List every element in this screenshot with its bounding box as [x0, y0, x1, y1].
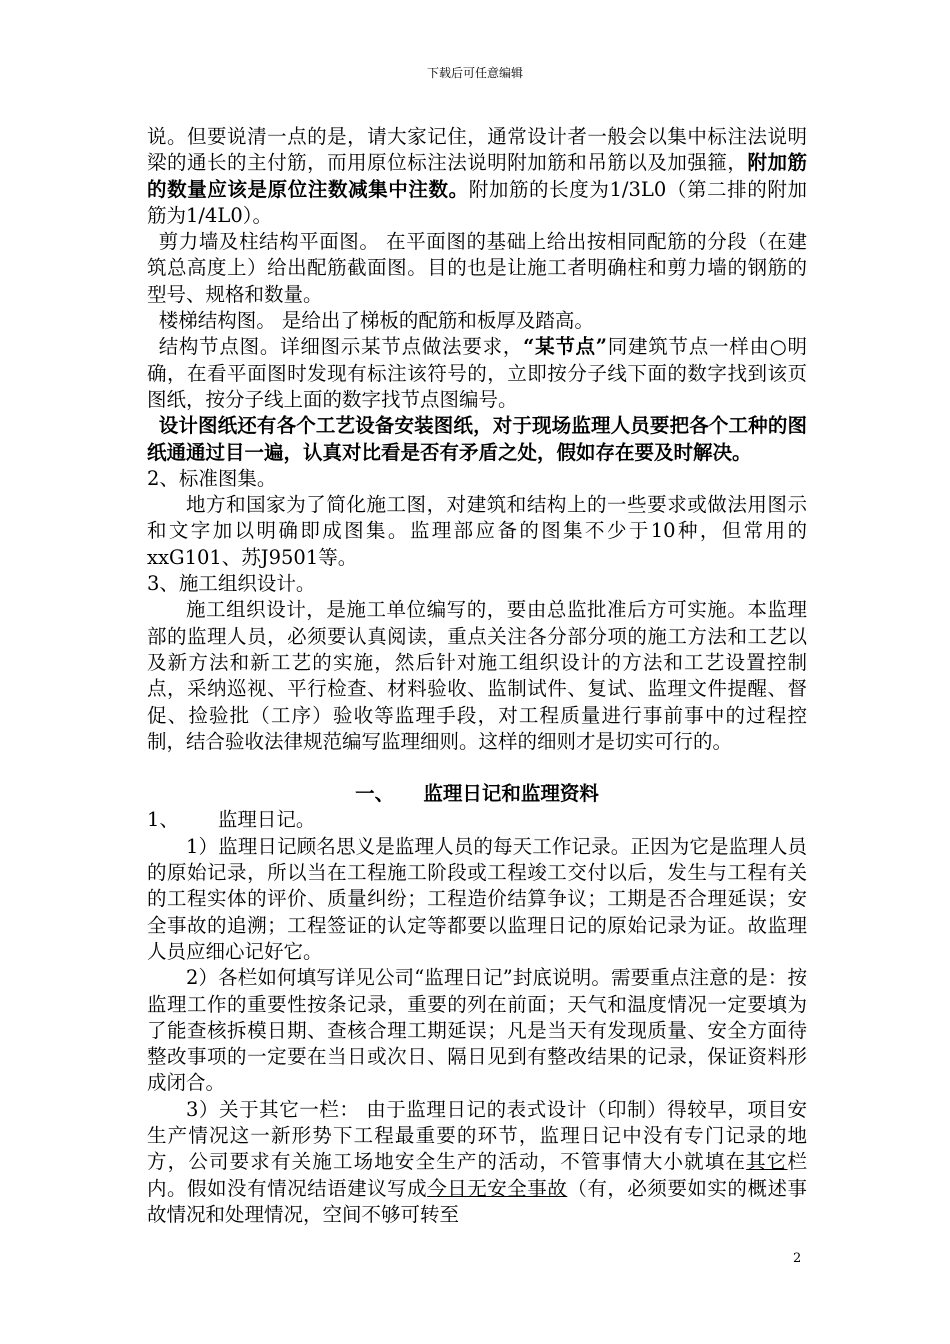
- bold-text: 附加筋的数量应该是原位注数减集中注数。: [147, 151, 807, 201]
- bold-paragraph: 设计图纸还有各个工艺设备安装图纸，对于现场监理人员要把各个工种的图纸通通过目一遍，认真对比看是否有矛盾之处，假如存在要及时解决。: [147, 414, 807, 464]
- section-heading: 一、 监理日记和监理资料: [355, 782, 599, 806]
- paragraph: 结构节点图。详细图示某节点做法要求，“某节点”同建筑节点一样由○明确，在看平面图时发现有标注该符号的，立即按分子线下面的数字找到该页图纸，按分子线上面的数字找节点图编号。: [147, 335, 807, 411]
- section-item: 1、 监理日记。: [147, 808, 316, 832]
- page-number: 2: [793, 1251, 802, 1266]
- paragraph: 施工组织设计，是施工单位编写的，要由总监批准后方可实施。本监理部的监理人员，必须要认真阅读，重点关注各分部分项的施工方法和工艺以及新方法和新工艺的实施，然后针对施工组织设计的方法和工艺设置控制点，采纳巡视、平行检查、材料验收、监制试件、复试、监理文件提醒、督促、捡验批（工序）验收等监理手段，对工程质量进行事前事中的过程控制，结合验收法律规范编写监理细则。这样的细则才是切实可行的。: [147, 598, 807, 753]
- paragraph: 1）监理日记顾名思义是监理人员的每天工作记录。正因为它是监理人员的原始记录，所以当在工程施工阶段或工程竣工交付以后，发生与工程有关的工程实体的评价、质量纠纷；工程造价结算争议；工期是否合理延误；安全事故的追溯；工程签证的认定等都要以监理日记的原始记录为证。故监理人员应细心记好它。: [147, 834, 807, 963]
- paragraph: 3）关于其它一栏： 由于监理日记的表式设计（印制）得较早，项目安生产情况这一新形势下工程最重要的环节，监理日记中没有专门记录的地方，公司要求有关施工场地安全生产的活动，不管事情大小就填在其它栏内。假如没有情况结语建议写成今日无安全事故（有，必须要如实的概述事故情况和处理情况，空间不够可转至: [147, 1097, 807, 1226]
- underlined-text: 今日无安全事故: [427, 1176, 568, 1200]
- page-header: 下载后可任意编辑: [426, 66, 523, 80]
- underlined-text: 其它: [746, 1150, 788, 1174]
- paragraph: 2）各栏如何填写详见公司“监理日记”封底说明。需要重点注意的是：按监理工作的重要性按条记录，重要的列在前面；天气和温度情况一定要填为了能查核拆模日期、查核合理工期延误；凡是当天有发现质量、安全方面待整改事项的一定要在当日或次日、隔日见到有整改结果的记录，保证资料形成闭合。: [147, 966, 807, 1095]
- section-item: 3、施工组织设计。: [147, 572, 316, 596]
- paragraph: 楼梯结构图。 是给出了梯板的配筋和板厚及踏高。: [158, 309, 594, 333]
- paragraph: 说。但要说清一点的是，请大家记住，通常设计者一般会以集中标注法说明梁的通长的主付筋，而用原位标注法说明附加筋和吊筋以及加强箍，附加筋的数量应该是原位注数减集中注数。附加筋的长度为1/3L0（第二排的附加筋为1/4L0）。: [147, 125, 807, 227]
- document-body: [147, 124, 807, 1228]
- paragraph: 地方和国家为了简化施工图，对建筑和结构上的一些要求或做法用图示和文字加以明确即成图集。监理部应备的图集不少于10种，但常用的xxG101、苏J9501等。: [147, 493, 807, 569]
- bold-text: “某节点”: [523, 335, 608, 359]
- section-item: 2、标准图集。: [147, 466, 277, 490]
- paragraph: 剪力墙及柱结构平面图。 在平面图的基础上给出按相同配筋的分段（在建筑总高度上）给出配筋截面图。目的也是让施工者明确柱和剪力墙的钢筋的型号、规格和数量。: [147, 230, 807, 306]
